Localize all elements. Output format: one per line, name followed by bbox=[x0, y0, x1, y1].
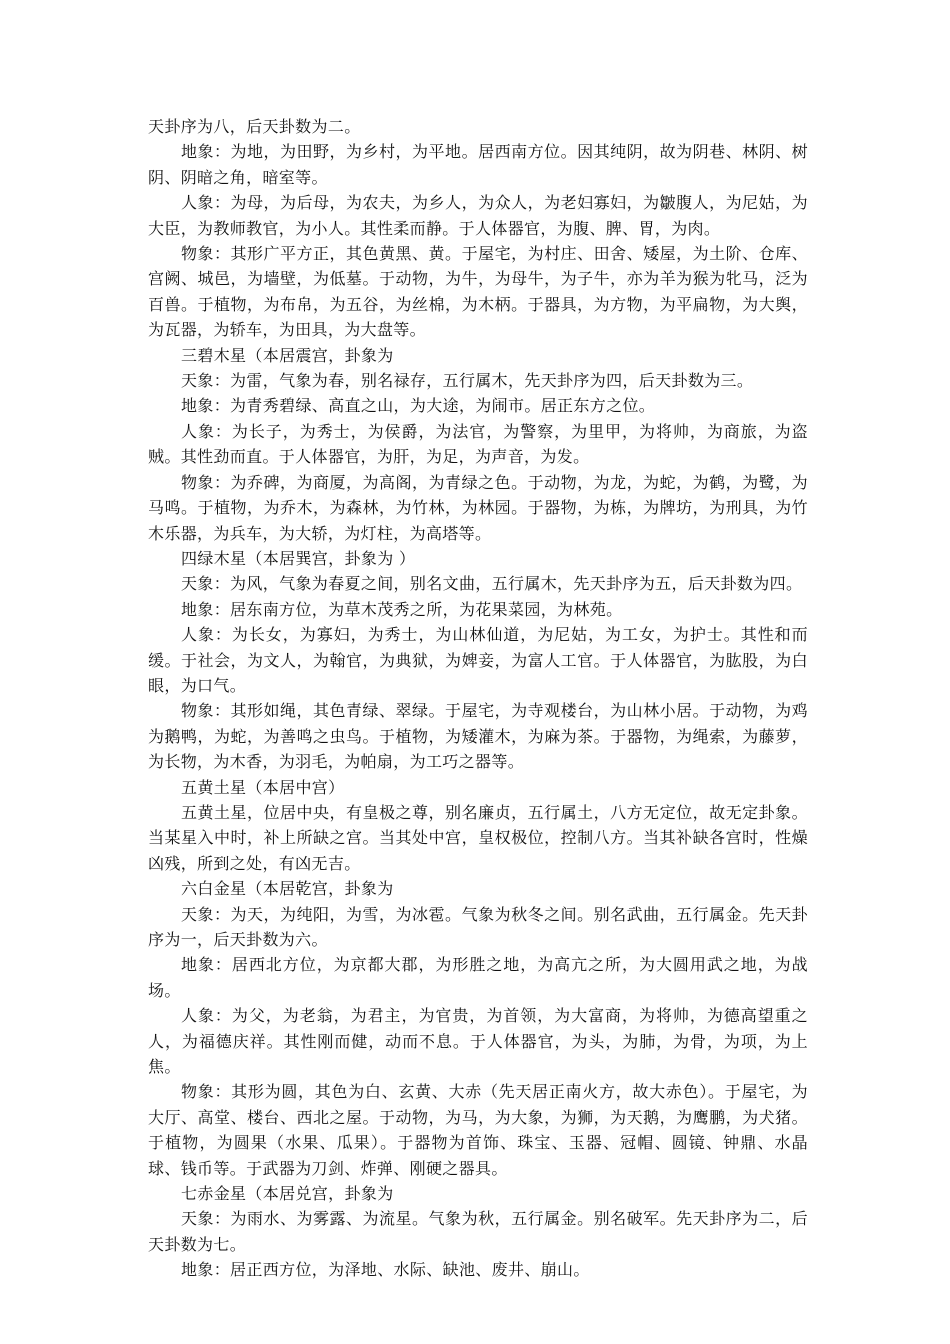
paragraph-8: 人象：为长子，为秀士，为侯爵，为法官，为警察，为里甲，为将帅，为商旅，为盗贼。其性劲而直。于人体器官，为肝，为足，为声音，为发。 bbox=[148, 421, 808, 467]
paragraph-19: 地象：居西北方位，为京都大郡，为形胜之地，为高亢之所，为大圆用武之地，为战场。 bbox=[148, 955, 808, 1000]
paragraph-2: 地象：为地，为田野，为乡村，为平地。居西南方位。因其纯阴，故为阴巷、林阴、树阴、阴暗之角，暗室等。 bbox=[148, 142, 808, 187]
document-page bbox=[148, 114, 808, 1283]
section-heading-silv: 四绿木星（本居巽宫，卦象为 ） bbox=[181, 548, 416, 568]
paragraph-13: 人象：为长女，为寡妇，为秀士，为山林仙道，为尼姑，为工女，为护士。其性和而缓。于社会，为文人，为翰官，为典狱，为婢妾，为富人工官。于人体器官，为肱股，为白眼，为口气。 bbox=[148, 625, 808, 695]
section-heading-sanbi: 三碧木星（本居震宫，卦象为 bbox=[181, 345, 394, 365]
section-heading-qichi: 七赤金星（本居兑宫，卦象为 bbox=[181, 1184, 394, 1204]
paragraph-16: 五黄土星，位居中央，有皇极之尊，别名廉贞，五行属土，八方无定位，故无定卦象。当某星入中时，补上所缺之宫。当其处中宫，皇权极位，控制八方。当其补缺各宫时，性燥凶残，所到之处，有凶无吉。 bbox=[148, 802, 808, 873]
paragraph-6: 天象：为雷，气象为春，别名禄存，五行属木，先天卦序为四，后天卦数为三。 bbox=[181, 371, 754, 391]
section-heading-wuhuang: 五黄土星（本居中宫） bbox=[181, 777, 345, 797]
paragraph-14: 物象：其形如绳，其色青绿、翠绿。于屋宅，为寺观楼台，为山林小居。于动物，为鸡为鹅鸭，为蛇，为善鸣之虫鸟。于植物，为矮灌木，为麻为茶。于器物，为绳索，为藤萝，为长物，为木香，为羽毛，为帕扇，为工巧之器等。 bbox=[148, 701, 808, 772]
paragraph-21: 物象：其形为圆，其色为白、玄黄、大赤（先天居正南火方，故大赤色）。于屋宅，为大厅、高堂、楼台、西北之屋。于动物，为马，为大象，为狮，为天鹅，为鹰鹏，为犬猪。于植物，为圆果（水果、瓜果）。于器物为首饰、珠宝、玉器、冠帽、圆镜、钟鼎、水晶球、钱币等。于武器为刀剑、炸弹、刚硬之器具。 bbox=[148, 1082, 808, 1178]
paragraph-23: 天象：为雨水、为雾露、为流星。气象为秋，五行属金。别名破军。先天卦序为二，后天卦数为七。 bbox=[148, 1209, 808, 1254]
paragraph-18: 天象：为天，为纯阳，为雪，为冰雹。气象为秋冬之间。别名武曲，五行属金。先天卦序为一，后天卦数为六。 bbox=[148, 904, 808, 949]
paragraph-24: 地象：居正西方位，为泽地、水际、缺池、废井、崩山。 bbox=[181, 1260, 590, 1280]
paragraph-20: 人象：为父，为老翁，为君主，为官贵，为首领，为大富商，为将帅，为德高望重之人，为福德庆祥。其性刚而健，动而不息。于人体器官，为头，为肺，为骨，为项，为上焦。 bbox=[148, 1006, 808, 1077]
paragraph-9: 物象：为乔碑，为商厦，为高阁，为青绿之色。于动物，为龙，为蛇，为鹤，为鹭，为马鸣。于植物，为乔木，为森林，为竹林，为林园。于器物，为栋，为牌坊，为刑具，为竹木乐器，为兵车，为大轿，为灯柱，为高塔等。 bbox=[148, 472, 808, 543]
paragraph-11: 天象：为风，气象为春夏之间，别名文曲，五行属木，先天卦序为五，后天卦数为四。 bbox=[181, 574, 803, 594]
section-heading-liubai: 六白金星（本居乾宫，卦象为 bbox=[181, 879, 394, 899]
paragraph-12: 地象：居东南方位，为草木茂秀之所，为花果菜园，为林苑。 bbox=[181, 599, 623, 619]
paragraph-7: 地象：为青秀碧绿、高直之山，为大途，为闹市。居正东方之位。 bbox=[181, 396, 656, 416]
paragraph-4: 物象：其形广平方正，其色黄黑、黄。于屋宅，为村庄、田舍、矮屋，为土阶、仓库、宫阙、城邑，为墙壁，为低墓。于动物，为牛，为母牛，为子牛，亦为羊为猴为牝马，泛为百兽。于植物，为布帛，为五谷，为丝棉，为木柄。于器具，为方物，为平扁物，为大舆，为瓦器，为轿车，为田具，为大盘等。 bbox=[148, 244, 808, 340]
paragraph-1: 天卦序为八，后天卦数为二。 bbox=[148, 117, 361, 136]
paragraph-3: 人象：为母，为后母，为农夫，为乡人，为众人，为老妇寡妇，为皺腹人，为尼姑，为大臣，为教师教官，为小人。其性柔而静。于人体器官，为腹、脾、胃，为肉。 bbox=[148, 193, 808, 238]
